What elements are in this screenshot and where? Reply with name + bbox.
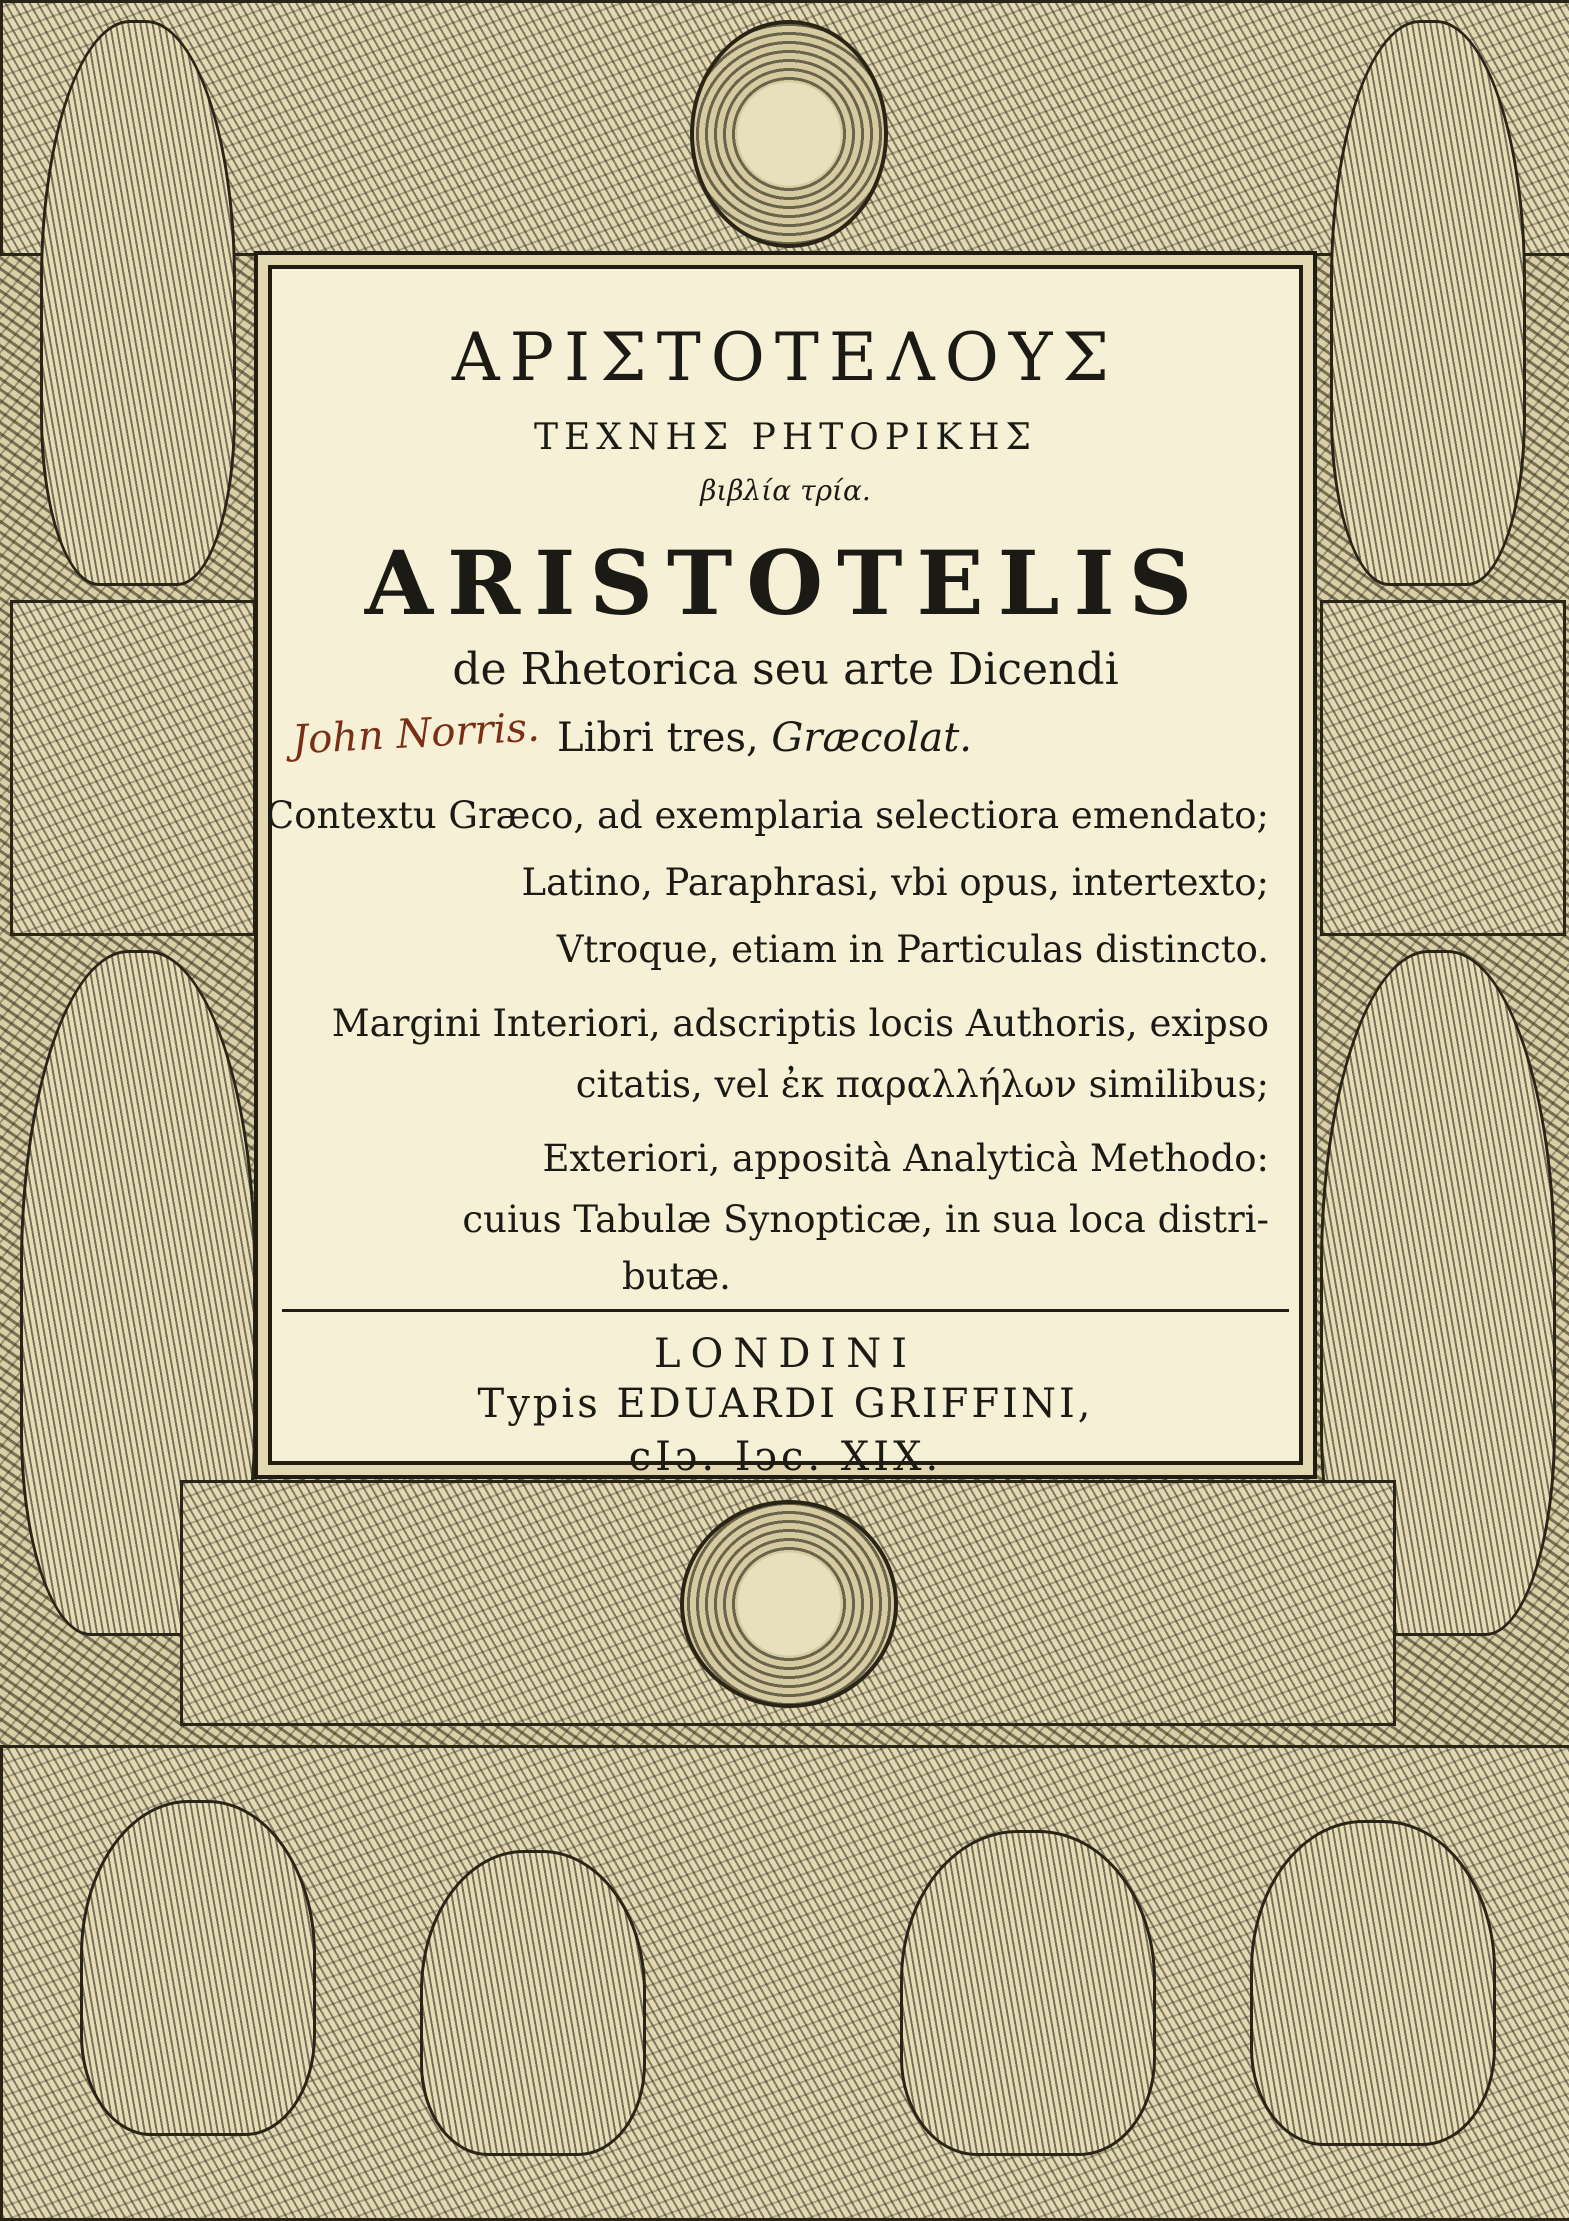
frieze-figure-center-left <box>420 1850 646 2156</box>
libri-italic: Græcolat. <box>771 715 973 761</box>
latin-title: ARISTOTELIS <box>364 531 1207 635</box>
left-column-ornament <box>10 600 256 936</box>
frieze-rider-center-right <box>900 1830 1156 2156</box>
title-cartouche <box>265 265 1303 1480</box>
body-line-2: Latino, Paraphrasi, vbi opus, intertexto; <box>521 861 1269 904</box>
right-cherub-figure <box>1330 20 1526 586</box>
greek-books: βιβλία τρία. <box>700 474 871 507</box>
body-line-7: cuius Tabulæ Synopticæ, in sua loca distri- <box>462 1198 1269 1241</box>
imprint-printer: Typis EDUARDI GRIFFINI, <box>477 1381 1094 1427</box>
imprint-year: cIↄ. Iↄc. XIX. <box>628 1434 943 1480</box>
crest-ornament <box>690 20 888 248</box>
body-line-8: butæ. <box>622 1255 731 1298</box>
greek-subtitle: ΤΕΧΝΗΣ ΡΗΤΟΡΙΚΗΣ <box>533 417 1038 458</box>
right-column-ornament <box>1320 600 1566 936</box>
greek-title: ΑΡΙΣΤΟΤΕΛΟΥΣ <box>451 319 1120 396</box>
libri-row <box>272 704 1299 771</box>
body-line-1: Contextu Græco, ad exemplaria selectiora emendato; <box>265 794 1269 837</box>
imprint-city: LONDINI <box>653 1331 918 1377</box>
latin-subtitle: de Rhetorica seu arte Dicendi <box>452 644 1119 695</box>
body-line-5: citatis, vel ἐκ παραλλήλων similibus; <box>575 1063 1269 1106</box>
owner-signature: John Norris. <box>290 704 541 764</box>
body-line-4: Margini Interiori, adscriptis locis Authoris, exipso <box>331 1002 1269 1045</box>
libri-line <box>557 715 972 761</box>
divider-rule <box>282 1309 1289 1312</box>
thistle-ornament <box>680 1500 898 1708</box>
left-cherub-figure <box>40 20 236 586</box>
libri-plain: Libri tres, <box>557 715 772 761</box>
body-line-6: Exteriori, apposità Analyticà Methodo: <box>542 1137 1269 1180</box>
frieze-rider-right <box>1250 1820 1496 2146</box>
body-line-3: Vtroque, etiam in Particulas distincto. <box>556 928 1269 971</box>
frieze-rider-left <box>80 1800 316 2136</box>
